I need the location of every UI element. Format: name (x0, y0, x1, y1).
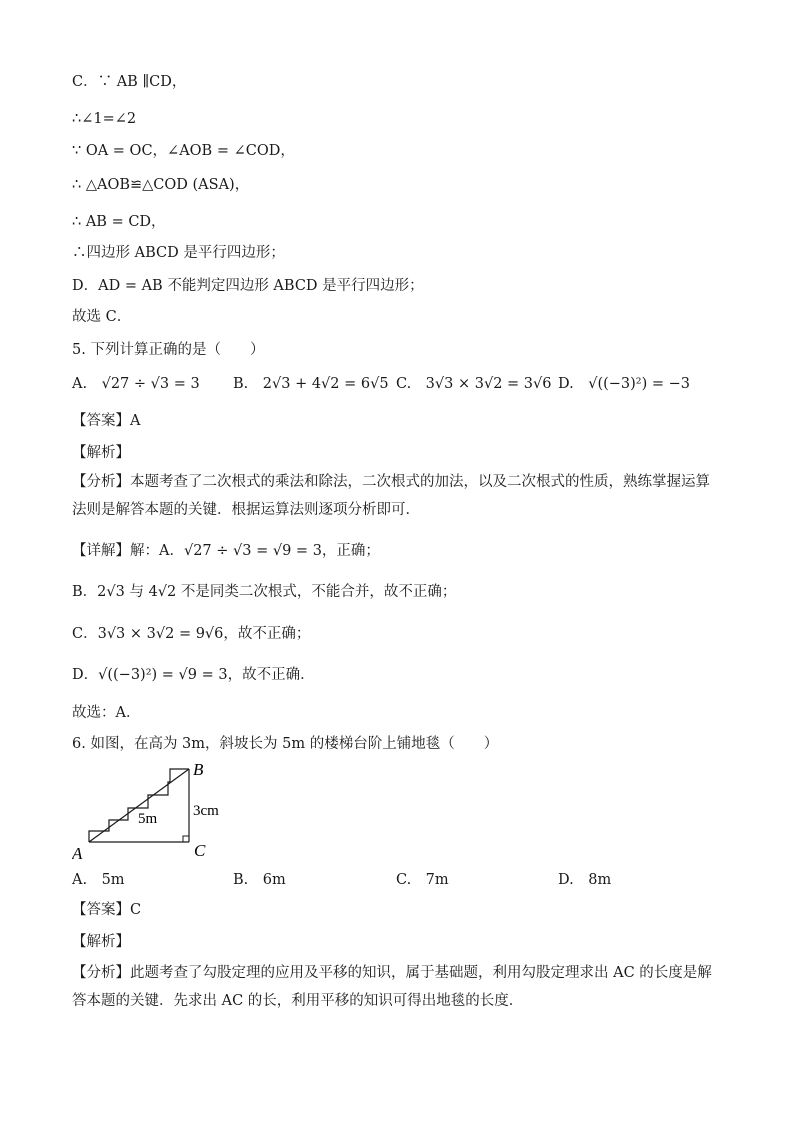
q6-option-d: D. 8m (558, 872, 612, 888)
q6-option-c: C. 7m (396, 872, 449, 888)
right-angle-mark (183, 836, 189, 842)
text-line: ∴四边形 ABCD 是平行四边形； (72, 245, 285, 261)
slope-length-label: 5m (138, 811, 158, 827)
analysis-6-text: 【分析】此题考查了勾股定理的应用及平移的知识，属于基础题，利用勾股定理求出 AC 的长度是解答本题的关键．先求出 AC 的长，利用平移的知识可得出地毯的长度． (72, 965, 712, 1009)
solution-5-b: B．2√3 与 4√2 不是同类二次根式，不能合并，故不正确； (72, 584, 457, 600)
question-6-stem: 6. 如图，在高为 3m，斜坡长为 5m 的楼梯台阶上铺地毯（ ） (72, 736, 499, 752)
conclusion-5: 故选：A． (72, 705, 141, 721)
solution-5-c: C．3√3 × 3√2 = 9√6，故不正确； (72, 626, 311, 642)
answer-5: 【答案】A (72, 413, 141, 429)
solution-5-d: D．√((−3)²) = √9 = 3，故不正确． (72, 667, 315, 683)
analysis-5-text: 【分析】本题考查了二次根式的乘法和除法，二次根式的加法，以及二次根式的性质，熟练掌握运算法则是解答本题的关键．根据运算法则逐项分析即可． (72, 474, 710, 518)
label-b: B (193, 760, 204, 779)
q5-option-d: D. √((−3)²) = −3 (558, 376, 691, 392)
question-5-stem: 5. 下列计算正确的是（ ） (72, 342, 265, 358)
label-a: A (72, 844, 83, 862)
text-line: D．AD = AB 不能判定四边形 ABCD 是平行四边形； (72, 278, 424, 294)
label-c: C (194, 841, 206, 860)
text-line: C．∵ AB ∥CD， (72, 74, 187, 90)
analysis-5-heading: 【解析】 (72, 445, 130, 461)
q6-option-b: B. 6m (233, 872, 286, 888)
q5-option-c: C. 3√3 × 3√2 = 3√6 (396, 376, 552, 392)
answer-6: 【答案】C (72, 902, 142, 918)
text-line: ∴ △AOB≌△COD (ASA)， (72, 177, 250, 193)
q5-option-a: A. √27 ÷ √3 = 3 (72, 376, 200, 392)
text-line: ∴∠1=∠2 (72, 111, 137, 127)
solution-5-a: 【详解】解：A．√27 ÷ √3 = √9 = 3，正确； (72, 543, 380, 559)
height-label: 3cm (193, 803, 219, 819)
text-line: ∴ AB = CD， (72, 214, 166, 230)
q5-option-b: B. 2√3 + 4√2 = 6√5 (233, 376, 389, 392)
text-line: 故选 C． (72, 309, 132, 325)
q6-option-a: A. 5m (72, 872, 125, 888)
analysis-6-heading: 【解析】 (72, 934, 130, 950)
text-line: ∵ OA = OC，∠AOB = ∠COD， (72, 143, 295, 159)
staircase-figure (72, 760, 242, 862)
